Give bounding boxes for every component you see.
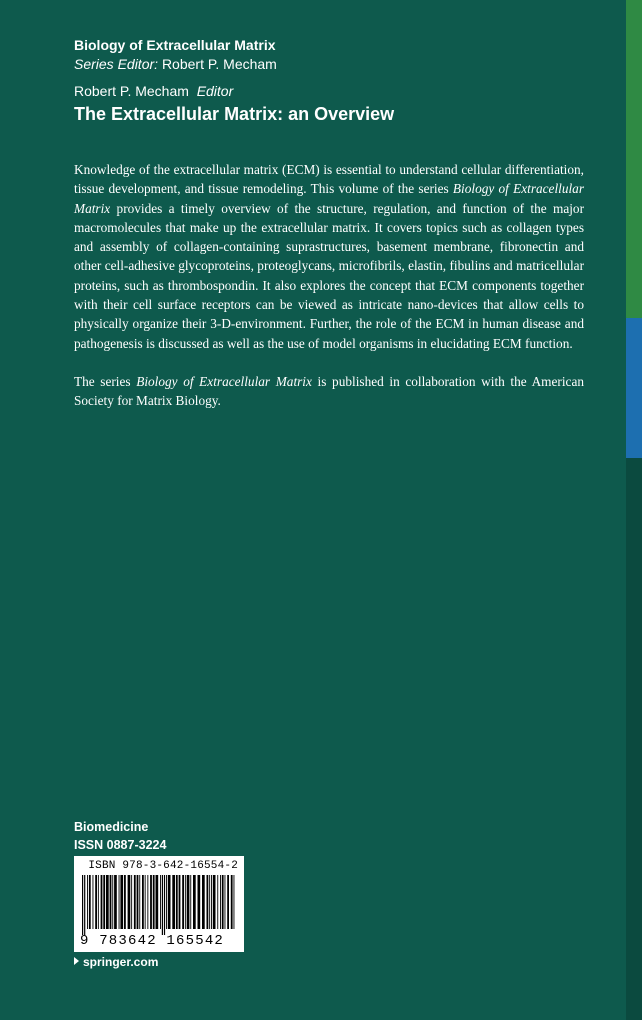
barcode-bar — [209, 875, 210, 929]
barcode-bar — [234, 875, 235, 929]
barcode-bar — [182, 875, 184, 929]
barcode-bar — [145, 875, 146, 929]
barcode-bar — [110, 875, 112, 929]
barcode-bar — [101, 875, 103, 929]
barcode-bar — [95, 875, 97, 929]
arrow-right-icon — [74, 957, 79, 965]
barcode-bar — [185, 875, 186, 929]
barcode-bar — [198, 875, 201, 929]
barcode-bar — [89, 875, 91, 929]
barcode-bar — [193, 875, 196, 929]
barcode-bar — [190, 875, 191, 929]
barcode-bar — [220, 875, 221, 929]
book-editor-name: Robert P. Mecham — [74, 83, 189, 99]
barcode-bar — [160, 875, 161, 929]
description-paragraph-2 — [74, 372, 584, 411]
book-editor — [74, 82, 594, 101]
side-color-bar-blue — [626, 318, 642, 458]
publisher-link[interactable] — [74, 954, 158, 970]
barcode-bar — [84, 875, 85, 935]
barcode-bar — [162, 875, 163, 935]
barcode-bar — [222, 875, 224, 929]
barcode-bar — [114, 875, 117, 929]
barcode-bar — [172, 875, 175, 929]
barcode-bar — [131, 875, 132, 929]
barcode-bar — [156, 875, 159, 929]
description — [74, 160, 584, 411]
barcode-bar — [106, 875, 109, 929]
barcode — [74, 856, 244, 952]
series-title: Biology of Extracellular Matrix — [74, 37, 276, 53]
side-color-bar-green — [626, 0, 642, 318]
book-title: The Extracellular Matrix: an Overview — [74, 104, 395, 124]
barcode-bar — [137, 875, 139, 929]
book-editor-label: Editor — [196, 83, 234, 99]
publisher-link-text: springer.com — [83, 955, 159, 969]
barcode-bar — [139, 875, 140, 929]
subject-label: Biomedicine — [74, 820, 149, 834]
p2-series-name: Biology of Extracellular Matrix — [136, 373, 312, 389]
barcode-bar — [124, 875, 126, 929]
barcode-bar — [103, 875, 105, 929]
barcode-bar — [134, 875, 136, 929]
barcode-bar — [119, 875, 120, 929]
description-paragraph-1 — [74, 160, 584, 353]
barcode-bar — [217, 875, 218, 929]
barcode-bar — [98, 875, 99, 929]
series-editor-label: Series Editor: — [74, 56, 159, 72]
p2-text-a: The series — [74, 373, 137, 389]
barcode-bar — [120, 875, 123, 929]
barcode-bar — [153, 875, 155, 929]
p2-text-b: is published in collaboration with the American Society for Matrix Biology. — [74, 373, 584, 409]
barcode-bar — [168, 875, 171, 929]
side-color-bar-dark — [626, 458, 642, 1020]
barcode-bar — [207, 875, 209, 929]
barcode-bar — [187, 875, 190, 929]
isbn-text: ISBN 978-3-642-16554-2 — [88, 860, 238, 872]
barcode-bars — [80, 875, 238, 935]
ean-digits: 9 783642 165542 — [80, 933, 225, 949]
barcode-bar — [164, 875, 165, 935]
barcode-bar — [225, 875, 226, 929]
p1-text-a: Knowledge of the extracellular matrix (ECM) is essential to understand cellular differentiation, tissue development, and tissue remodeling. This volume of the series — [74, 162, 584, 197]
barcode-bar — [93, 875, 94, 929]
issn-label: ISSN 0887-3224 — [74, 838, 167, 852]
barcode-bar — [82, 875, 83, 935]
barcode-bar — [231, 875, 233, 929]
p1-text-b: provides a timely overview of the structure, regulation, and function of the major macromolecules that make up the extracellular matrix. It covers topics such as collagen types and assembly of collagen-containing suprastructures, basement membrane, fibronectin and other cell-adhesive glycoproteins, proteoglycans, microfibrils, elastin, fibulins and matricellular proteins, such as thrombospondin. It also explores the concept that ECM components together with their cell surface receptors can be viewed as intricate nano-devices that allow cells to physically organize their 3-D-environment. Further, the role of the ECM in human disease and pathogenesis is discussed as well as the use of model organisms in elucidating ECM function. — [74, 200, 584, 351]
header — [74, 36, 594, 126]
barcode-bar — [179, 875, 181, 929]
barcode-bar — [147, 875, 148, 929]
footer — [74, 818, 166, 854]
barcode-bar — [227, 875, 229, 929]
series-editor — [74, 55, 594, 74]
barcode-bar — [128, 875, 131, 929]
barcode-bar — [211, 875, 212, 929]
barcode-bar — [112, 875, 113, 929]
barcode-bar — [166, 875, 167, 929]
series-editor-name: Robert P. Mecham — [161, 56, 277, 72]
barcode-bar — [142, 875, 144, 929]
p1-series-name: Biology of Extracellular Matrix — [74, 181, 584, 216]
barcode-bar — [213, 875, 216, 929]
barcode-bar — [150, 875, 152, 929]
barcode-bar — [87, 875, 88, 929]
barcode-bar — [202, 875, 205, 929]
barcode-bar — [176, 875, 178, 929]
